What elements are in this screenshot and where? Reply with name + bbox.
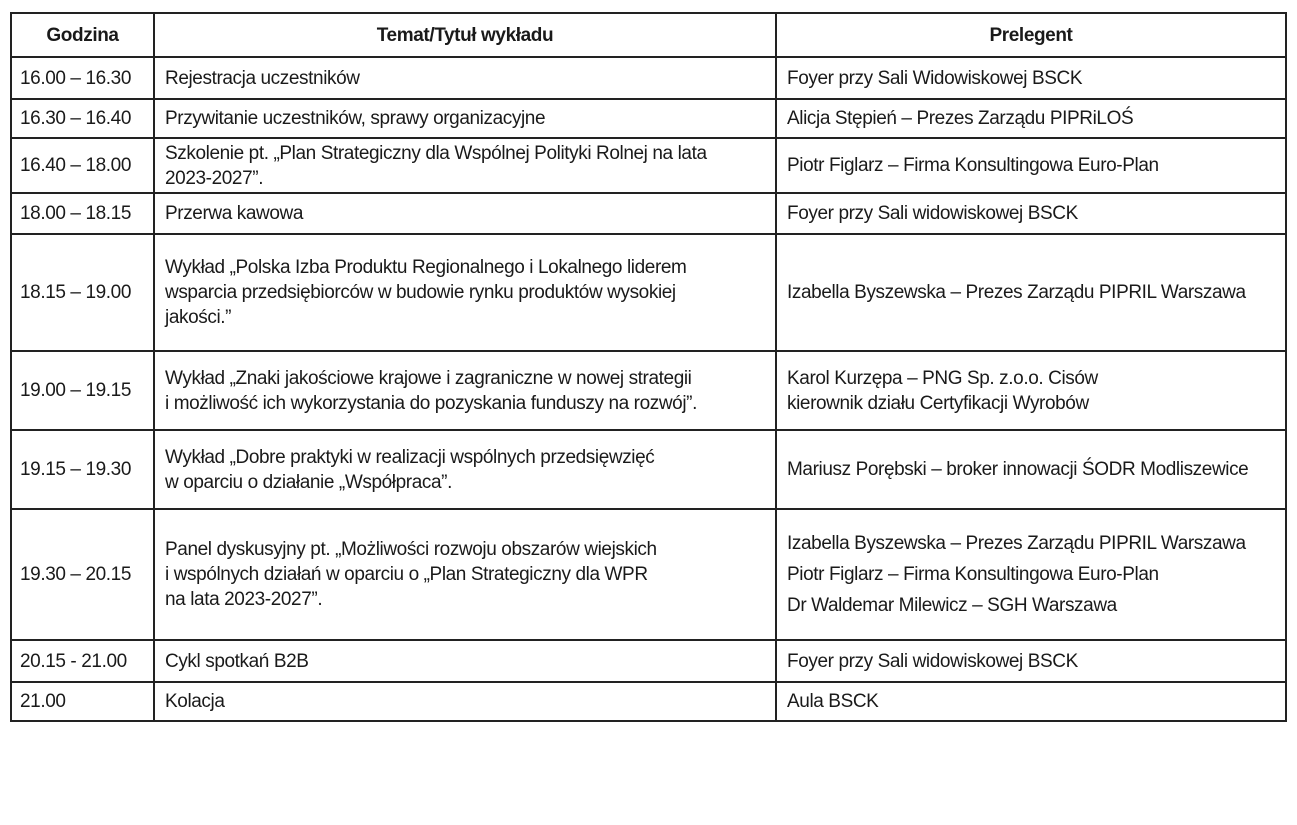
topic-line: 2023-2027”.: [165, 167, 264, 189]
speaker-cell: [776, 351, 1286, 430]
speaker-cell: [776, 640, 1286, 682]
speaker-line: Piotr Figlarz – Firma Konsultingowa Euro-Plan: [787, 564, 1159, 585]
topic-line: Szkolenie pt. „Plan Strategiczny dla Wspólnej Polityki Rolnej na lata: [165, 142, 707, 164]
header-row: [11, 13, 1286, 57]
time-cell: 19.15 – 19.30: [11, 430, 154, 509]
time-cell: 16.00 – 16.30: [11, 57, 154, 99]
speaker-line: kierownik działu Certyfikacji Wyrobów: [787, 392, 1089, 414]
speaker-line: Aula BSCK: [787, 691, 879, 712]
topic-line: Przywitanie uczestników, sprawy organizacyjne: [165, 108, 546, 129]
table-row: [11, 509, 1286, 640]
topic-line: Kolacja: [165, 691, 225, 712]
topic-cell: [154, 351, 776, 430]
agenda-container: [10, 12, 1285, 722]
topic-line: Wykład „Znaki jakościowe krajowe i zagraniczne w nowej strategii: [165, 367, 692, 389]
speaker-cell: [776, 138, 1286, 193]
topic-cell: [154, 430, 776, 509]
header-speaker: Prelegent: [776, 13, 1286, 57]
topic-cell: [154, 234, 776, 351]
speaker-line: Foyer przy Sali widowiskowej BSCK: [787, 650, 1078, 672]
speaker-cell: [776, 682, 1286, 721]
topic-cell: [154, 57, 776, 99]
topic-line: jakości.”: [165, 307, 232, 328]
table-row: [11, 351, 1286, 430]
speaker-line: Dr Waldemar Milewicz – SGH Warszawa: [787, 595, 1117, 616]
time-cell: 19.00 – 19.15: [11, 351, 154, 430]
table-row: [11, 640, 1286, 682]
speaker-line: Piotr Figlarz – Firma Konsultingowa Euro-Plan: [787, 155, 1159, 176]
speaker-cell: [776, 234, 1286, 351]
speaker-line: Mariusz Porębski – broker innowacji ŚODR Modliszewice: [787, 459, 1249, 480]
speaker-line: Karol Kurzępa – PNG Sp. z.o.o. Cisów: [787, 367, 1098, 389]
topic-cell: [154, 99, 776, 138]
speaker-cell: [776, 99, 1286, 138]
topic-line: Cykl spotkań B2B: [165, 650, 309, 672]
table-row: [11, 193, 1286, 234]
topic-cell: [154, 682, 776, 721]
time-cell: 21.00: [11, 682, 154, 721]
table-row: [11, 234, 1286, 351]
speaker-line: Izabella Byszewska – Prezes Zarządu PIPRIL Warszawa: [787, 533, 1246, 554]
topic-line: Wykład „Dobre praktyki w realizacji wspólnych przedsięwzięć: [165, 446, 655, 468]
time-cell: 18.00 – 18.15: [11, 193, 154, 234]
speaker-cell: [776, 430, 1286, 509]
topic-line: Przerwa kawowa: [165, 203, 304, 224]
topic-line: wsparcia przedsiębiorców w budowie rynku produktów wysokiej: [165, 282, 676, 303]
speaker-cell: [776, 509, 1286, 640]
table-row: [11, 682, 1286, 721]
speaker-line: Izabella Byszewska – Prezes Zarządu PIPRIL Warszawa: [787, 282, 1246, 303]
time-cell: 18.15 – 19.00: [11, 234, 154, 351]
speaker-cell: [776, 193, 1286, 234]
time-cell: 16.30 – 16.40: [11, 99, 154, 138]
time-cell: 16.40 – 18.00: [11, 138, 154, 193]
topic-cell: [154, 509, 776, 640]
topic-line: Wykład „Polska Izba Produktu Regionalnego i Lokalnego liderem: [165, 257, 687, 278]
topic-line: na lata 2023-2027”.: [165, 589, 323, 610]
agenda-table: [10, 12, 1287, 722]
speaker-line: Foyer przy Sali Widowiskowej BSCK: [787, 67, 1083, 89]
speaker-line: Foyer przy Sali widowiskowej BSCK: [787, 203, 1078, 224]
table-row: [11, 99, 1286, 138]
agenda-body: [11, 57, 1286, 721]
topic-line: i możliwość ich wykorzystania do pozyskania funduszy na rozwój”.: [165, 392, 697, 414]
topic-line: Rejestracja uczestników: [165, 67, 360, 89]
speaker-cell: [776, 57, 1286, 99]
speaker-line: Alicja Stępień – Prezes Zarządu PIPRiLOŚ: [787, 108, 1134, 129]
time-cell: 20.15 - 21.00: [11, 640, 154, 682]
table-row: [11, 57, 1286, 99]
table-row: [11, 138, 1286, 193]
header-time: Godzina: [11, 13, 154, 57]
table-row: [11, 430, 1286, 509]
time-cell: 19.30 – 20.15: [11, 509, 154, 640]
topic-line: w oparciu o działanie „Współpraca”.: [165, 471, 452, 493]
header-topic: Temat/Tytuł wykładu: [154, 13, 776, 57]
topic-line: i wspólnych działań w oparciu o „Plan Strategiczny dla WPR: [165, 564, 648, 585]
topic-line: Panel dyskusyjny pt. „Możliwości rozwoju obszarów wiejskich: [165, 539, 657, 560]
topic-cell: [154, 138, 776, 193]
topic-cell: [154, 640, 776, 682]
topic-cell: [154, 193, 776, 234]
